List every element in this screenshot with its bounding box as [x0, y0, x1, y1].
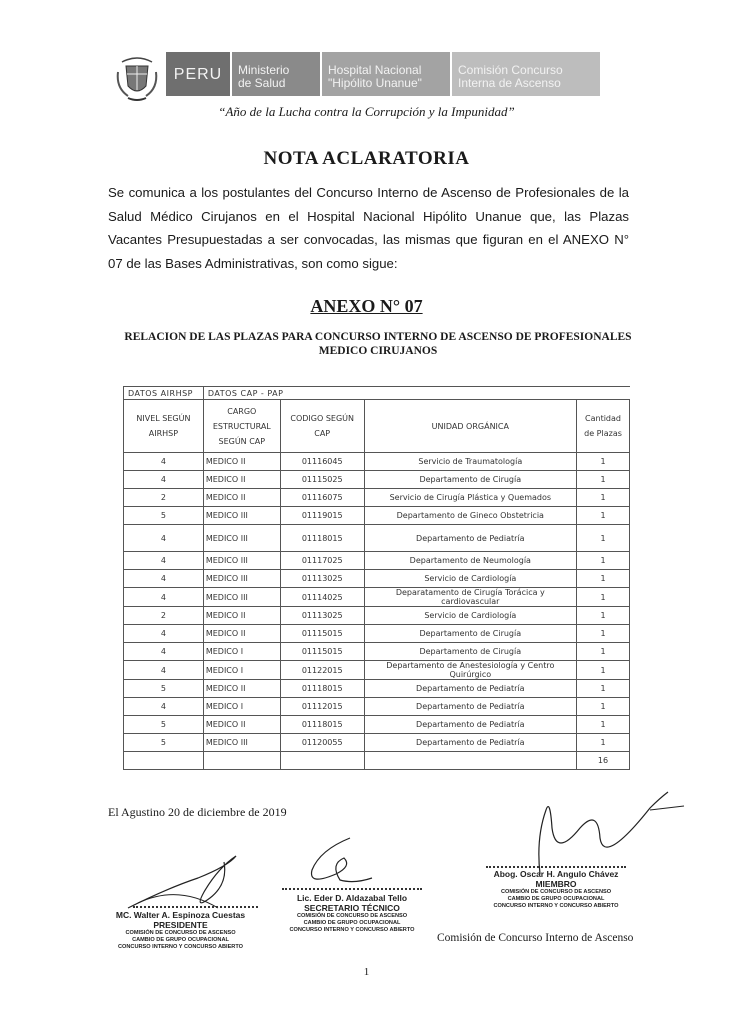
col-header-cargo: CARGO ESTRUCTURAL SEGÚN CAP	[203, 400, 280, 453]
group-header-airhsp: DATOS AIRHSP	[124, 387, 204, 400]
cell-codigo: 01118015	[280, 680, 364, 698]
cell-nivel: 4	[124, 552, 204, 570]
cell-cantidad: 1	[577, 570, 630, 588]
cell-unidad: Departamento de Neumología	[364, 552, 576, 570]
cell-unidad: Departamento de Gineco Obstetricia	[364, 507, 576, 525]
header-comision: Comisión Concurso Interna de Ascenso	[452, 52, 600, 96]
table-row	[124, 734, 630, 752]
cell-cantidad: 1	[577, 552, 630, 570]
cell-cantidad: 1	[577, 643, 630, 661]
cell-unidad: Servicio de Traumatología	[364, 453, 576, 471]
table-row	[124, 588, 630, 607]
cell-unidad: Departamento de Pediatría	[364, 525, 576, 552]
cell-nivel: 5	[124, 680, 204, 698]
cell-cargo: MEDICO III	[203, 588, 280, 607]
cell-unidad: Departamento de Cirugía	[364, 471, 576, 489]
cell-unidad: Departamento de Pediatría	[364, 698, 576, 716]
cell-unidad: Servicio de Cirugía Plástica y Quemados	[364, 489, 576, 507]
cell-cargo: MEDICO III	[203, 552, 280, 570]
page-number: 1	[363, 966, 370, 978]
signature-line	[486, 866, 626, 868]
peru-coat-of-arms-icon	[114, 52, 160, 104]
cell-codigo: 01115025	[280, 471, 364, 489]
cell-codigo: 01119015	[280, 507, 364, 525]
cell-cantidad: 1	[577, 607, 630, 625]
table-row	[124, 507, 630, 525]
signature-miembro	[500, 788, 690, 878]
cell-codigo: 01116075	[280, 489, 364, 507]
firma-secretario: Lic. Eder D. Aldazabal Tello SECRETARIO TÉCNICO COMISIÓN DE CONCURSO DE ASCENSO CAMBIO DE GRUPO OCUPACIONAL CONCURSO INTERNO Y CONCURSO ABIERTO	[282, 888, 422, 934]
cell-cargo: MEDICO II	[203, 453, 280, 471]
cell-nivel: 5	[124, 716, 204, 734]
page-title: NOTA ACLARATORIA	[263, 148, 470, 169]
cell-cantidad: 1	[577, 489, 630, 507]
total-row-blank	[364, 752, 576, 770]
cell-unidad: Departamento de Pediatría	[364, 680, 576, 698]
cell-cargo: MEDICO III	[203, 570, 280, 588]
table-row	[124, 453, 630, 471]
intro-paragraph: Se comunica a los postulantes del Concurso Interno de Ascenso de Profesionales de la Salud Médico Cirujanos en el Hospital Nacional Hipólito Unanue que, las Plazas Vacantes Presupuestadas a ser convocadas, las mismas que figuran en el ANEXO N° 07 de las Bases Administrativas, son como sigue:	[108, 185, 629, 271]
cell-nivel: 5	[124, 507, 204, 525]
cell-nivel: 2	[124, 607, 204, 625]
table-row	[124, 489, 630, 507]
cell-codigo: 01118015	[280, 716, 364, 734]
cell-cantidad: 1	[577, 734, 630, 752]
total-row-blank	[280, 752, 364, 770]
cell-cantidad: 1	[577, 625, 630, 643]
cell-unidad: Deparatamento de Cirugía Torácica y cardiovascular	[364, 588, 576, 607]
cell-cargo: MEDICO II	[203, 716, 280, 734]
table-row	[124, 570, 630, 588]
signature-line	[282, 888, 422, 890]
header-ministerio: Ministerio de Salud	[232, 52, 320, 96]
cell-nivel: 4	[124, 471, 204, 489]
cell-nivel: 4	[124, 698, 204, 716]
firma-presidente: MC. Walter A. Espinoza Cuestas PRESIDENTE COMISIÓN DE CONCURSO DE ASCENSO CAMBIO DE GRUPO OCUPACIONAL CONCURSO INTERNO Y CONCURSO ABIERTO	[103, 906, 258, 951]
cell-codigo: 01120055	[280, 734, 364, 752]
table-row	[124, 607, 630, 625]
anexo-heading: ANEXO N° 07	[310, 296, 423, 316]
header-hospital: Hospital Nacional "Hipólito Unanue"	[322, 52, 450, 96]
cell-cargo: MEDICO III	[203, 525, 280, 552]
cell-nivel: 4	[124, 625, 204, 643]
cell-nivel: 5	[124, 734, 204, 752]
header-peru: PERU	[166, 52, 230, 96]
col-header-unidad: UNIDAD ORGÁNICA	[364, 400, 576, 453]
cell-codigo: 01118015	[280, 525, 364, 552]
cell-codigo: 01122015	[280, 661, 364, 680]
cell-unidad: Departamento de Cirugía	[364, 625, 576, 643]
cell-cantidad: 1	[577, 525, 630, 552]
cell-cargo: MEDICO II	[203, 625, 280, 643]
cell-cantidad: 1	[577, 471, 630, 489]
cell-codigo: 01115015	[280, 625, 364, 643]
cell-cargo: MEDICO I	[203, 643, 280, 661]
total-plazas: 16	[577, 752, 630, 770]
table-row	[124, 552, 630, 570]
firma-miembro: Abog. Oscar H. Angulo Chávez MIEMBRO COMISIÓN DE CONCURSO DE ASCENSO CAMBIO DE GRUPO OCUPACIONAL CONCURSO INTERNO Y CONCURSO ABIERTO	[486, 866, 626, 910]
motto: “Año de la Lucha contra la Corrupción y la Impunidad”	[218, 104, 515, 119]
table-caption: RELACION DE LAS PLAZAS PARA CONCURSO INTERNO DE ASCENSO DE PROFESIONALES MEDICO CIRUJANOS	[124, 331, 632, 357]
cell-unidad: Departamento de Cirugía	[364, 643, 576, 661]
cell-nivel: 4	[124, 453, 204, 471]
place-date: El Agustino 20 de diciembre de 2019	[108, 805, 287, 819]
cell-cargo: MEDICO II	[203, 680, 280, 698]
cell-codigo: 01113025	[280, 570, 364, 588]
cell-unidad: Departamento de Pediatría	[364, 716, 576, 734]
comision-footer: Comisión de Concurso Interno de Ascenso	[437, 932, 634, 944]
cell-codigo: 01116045	[280, 453, 364, 471]
table-row	[124, 643, 630, 661]
table-row	[124, 680, 630, 698]
cell-cargo: MEDICO II	[203, 489, 280, 507]
cell-codigo: 01115015	[280, 643, 364, 661]
cell-nivel: 4	[124, 570, 204, 588]
cell-nivel: 4	[124, 661, 204, 680]
plazas-table	[123, 386, 630, 770]
cell-cargo: MEDICO II	[203, 607, 280, 625]
cell-unidad: Departamento de Pediatría	[364, 734, 576, 752]
table-row	[124, 661, 630, 680]
cell-unidad: Departamento de Anestesiología y Centro Quirúrgico	[364, 661, 576, 680]
cell-unidad: Servicio de Cardiología	[364, 607, 576, 625]
signature-line	[133, 906, 258, 908]
table-row	[124, 716, 630, 734]
total-row-blank	[203, 752, 280, 770]
table-row	[124, 471, 630, 489]
cell-cantidad: 1	[577, 716, 630, 734]
cell-unidad: Servicio de Cardiología	[364, 570, 576, 588]
cell-codigo: 01113025	[280, 607, 364, 625]
cell-codigo: 01112015	[280, 698, 364, 716]
cell-cargo: MEDICO III	[203, 507, 280, 525]
col-header-nivel: NIVEL SEGÚN AIRHSP	[124, 400, 204, 453]
col-header-codigo: CODIGO SEGÚN CAP	[280, 400, 364, 453]
cell-cargo: MEDICO II	[203, 471, 280, 489]
signature-secretario	[300, 834, 380, 888]
col-header-cantidad: Cantidad de Plazas	[577, 400, 630, 453]
table-row	[124, 625, 630, 643]
cell-nivel: 4	[124, 525, 204, 552]
cell-cargo: MEDICO I	[203, 698, 280, 716]
cell-codigo: 01114025	[280, 588, 364, 607]
table-row	[124, 698, 630, 716]
cell-cantidad: 1	[577, 588, 630, 607]
cell-cantidad: 1	[577, 661, 630, 680]
group-header-cap: DATOS CAP - PAP	[203, 387, 629, 400]
cell-codigo: 01117025	[280, 552, 364, 570]
total-row-blank	[124, 752, 204, 770]
cell-cargo: MEDICO I	[203, 661, 280, 680]
cell-nivel: 2	[124, 489, 204, 507]
cell-cantidad: 1	[577, 507, 630, 525]
table-row	[124, 525, 630, 552]
cell-cantidad: 1	[577, 453, 630, 471]
cell-nivel: 4	[124, 588, 204, 607]
cell-cargo: MEDICO III	[203, 734, 280, 752]
cell-cantidad: 1	[577, 698, 630, 716]
cell-cantidad: 1	[577, 680, 630, 698]
cell-nivel: 4	[124, 643, 204, 661]
